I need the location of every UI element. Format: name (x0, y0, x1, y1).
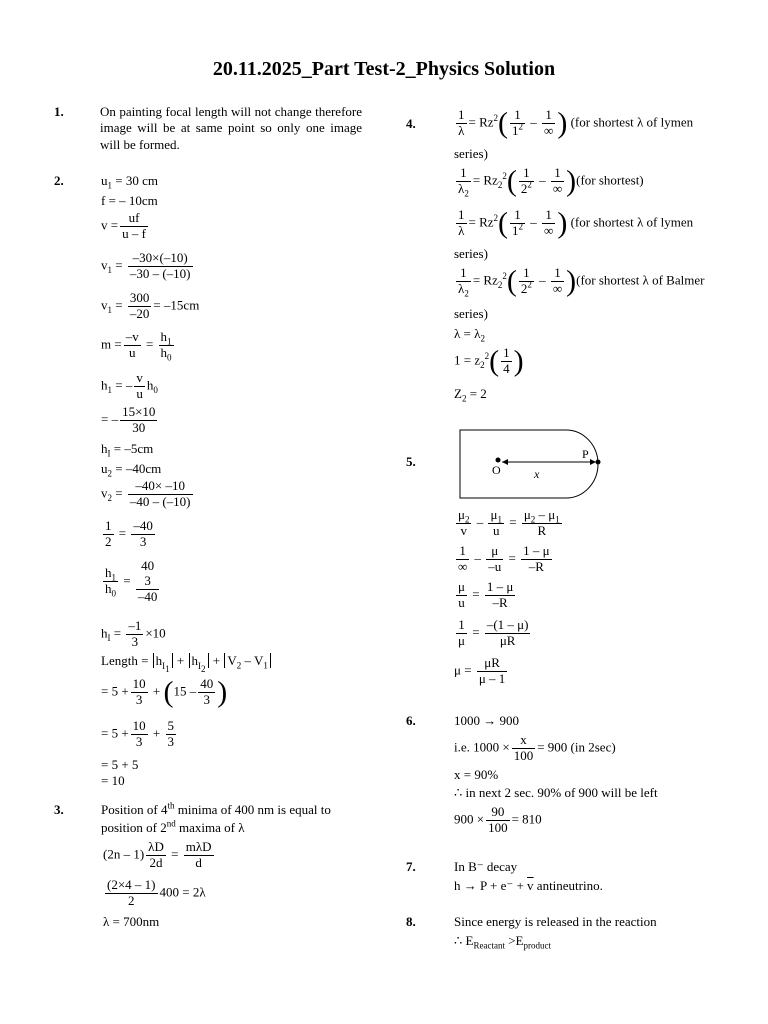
q5-eq5: μ = $\frac{\mu R}{\mu - 1}$ (454, 655, 506, 686)
q6-line3: x = 90% (454, 767, 499, 782)
question-number: 1. (54, 104, 64, 119)
q4-eq2: $\frac{1}{\lambda_2}$ = $Rz_2^2$( $\frac{1}{2^2}$ – $\frac{1}{\infty}$ )(for shortest) (458, 164, 644, 199)
q6-line1: 1000 → 900 (454, 713, 519, 728)
q3-eq3: λ = 700nm (103, 914, 160, 929)
step-u1: $u_1 = 30$ cm (101, 173, 158, 191)
step-h1-sub: = – $\frac{15\times 10}{30}$ (101, 404, 156, 435)
step-v2: $v_2$ = $\frac{-40\times -10}{-40 - (-10)}$ (101, 478, 191, 509)
q8-line1: Since energy is released in the reaction (454, 914, 657, 929)
q3-eq2: $\frac{(2\times 4 - 1)}{2}$ 400 = 2λ (107, 877, 206, 908)
point-p-dot (596, 460, 601, 465)
step-hi: $h_I$ = $\frac{-1}{3}$ ×10 (101, 618, 166, 649)
question-number: 5. (406, 454, 416, 469)
lens-diagram (458, 428, 608, 500)
step-length-4: = 5 + 5 (101, 757, 139, 772)
q4-eq4: $\frac{1}{\lambda_2}$ = $Rz_2^2$( $\frac{1}{2^2}$ – $\frac{1}{\infty}$ )(for shortest λ of Balmer (458, 264, 705, 299)
step-h1: $h_1$ = – $\frac{v}{u}$ $h_0$ (101, 370, 158, 401)
step-m: m = $\frac{-v}{u}$ = $\frac{h_1}{h_0}$ (101, 329, 172, 363)
q7-line2: $h \to P + e^- + \overline{v}$ antineutrino. (454, 878, 603, 893)
point-o-dot (496, 458, 501, 463)
label-p: P (582, 447, 589, 461)
q4-series-3: series) (454, 306, 488, 321)
q4-eq3: $\frac{1}{\lambda}$ = $Rz^2$( $\frac{1}{1^2}$ – $\frac{1}{\infty}$ ) (for shortest λ of lymen (458, 206, 694, 240)
step-f: f = – 10cm (101, 193, 158, 208)
step-length-2: = 5 + $\frac{10}{3}$ + (15 – $\frac{40}{3}$ ) (101, 675, 228, 709)
q4-eq6: $1 = z_2^2$( $\frac{1}{4}$ ) (454, 344, 524, 378)
step-half: $\frac{1}{2}$ = $\frac{-40}{3}$ (105, 518, 153, 549)
q4-eq1: $\frac{1}{\lambda}$ = $Rz^2$( $\frac{1}{1^2}$ – $\frac{1}{\infty}$ ) (for shortest λ of lymen (458, 106, 694, 140)
page-title: 20.11.2025_Part Test-2_Physics Solution (212, 58, 556, 80)
answer-text: On painting focal length will not change therefore image will be at same point so only one image will be formed. (100, 104, 362, 152)
label-x: x (534, 467, 540, 481)
q4-eq7: $Z_2 = 2$ (454, 386, 487, 404)
step-h1-result: $h_I = -5cm$ (101, 441, 154, 459)
question-number: 6. (406, 713, 416, 728)
step-v1: $v_1$ = $\frac{-30\times(-10)}{-30 - (-10)}$ (101, 250, 191, 281)
q3-text-line1: Position of 4th minima of 400 nm is equal to (101, 800, 331, 817)
step-length: Length = $h_{I_1} + h_{I_2} + V_2 - V_1$ (101, 653, 272, 669)
label-o: O (492, 463, 501, 477)
q5-eq1: $\frac{\mu_2}{v}$ – $\frac{\mu_1}{u}$ = $\frac{\mu_2 - \mu_1}{R}$ (458, 507, 560, 538)
q5-eq3: $\frac{\mu}{u}$ = $\frac{1 - \mu}{-R}$ (458, 579, 514, 610)
q4-series-1: series) (454, 146, 488, 161)
step-u2: $u_2 = -40cm$ (101, 461, 162, 479)
q3-text-line2: position of 2nd maxima of λ (101, 818, 245, 835)
q8-line2: ∴ $E_{Reactant} >E_{product}$ (454, 933, 551, 951)
q5-eq2: $\frac{1}{\infty}$ – $\frac{\mu}{-u}$ = $\frac{1 - \mu}{-R}$ (458, 543, 550, 574)
q4-series-2: series) (454, 246, 488, 261)
step-length-5: = 10 (101, 773, 125, 788)
step-ratio: $\frac{h_1}{h_0}$ = 40 3 –40 (105, 558, 158, 604)
q3-eq1: (2n – 1) $\frac{\lambda D}{2d}$ = $\frac{\text{mλD}}{d}$ (103, 839, 212, 870)
q6-line4: ∴ in next 2 sec. 90% of 900 will be left (454, 785, 658, 800)
q4-eq5: $\lambda = \lambda_2$ (454, 326, 485, 344)
q6-line5: 900 × $\frac{90}{100}$ = 810 (454, 804, 542, 835)
question-number: 4. (406, 116, 416, 131)
question-number: 7. (406, 859, 416, 874)
step-length-3: = 5 + $\frac{10}{3}$ + $\frac{5}{3}$ (101, 718, 175, 749)
question-number: 8. (406, 914, 416, 929)
question-number: 3. (54, 802, 64, 817)
q7-line1: In B⁻ decay (454, 859, 518, 874)
step-v1-result: $v_1$ = $\frac{300}{-20}$ = –15cm (101, 290, 200, 321)
step-v: v = $\frac{uf}{u - f}$ (101, 210, 146, 241)
question-number: 2. (54, 173, 64, 188)
q6-line2: i.e. 1000 × $\frac{x}{100}$ = 900 (in 2sec) (454, 732, 616, 763)
q5-eq4: $\frac{1}{\mu}$ = $\frac{-(1 - \mu)}{\mu R}$ (458, 617, 529, 648)
